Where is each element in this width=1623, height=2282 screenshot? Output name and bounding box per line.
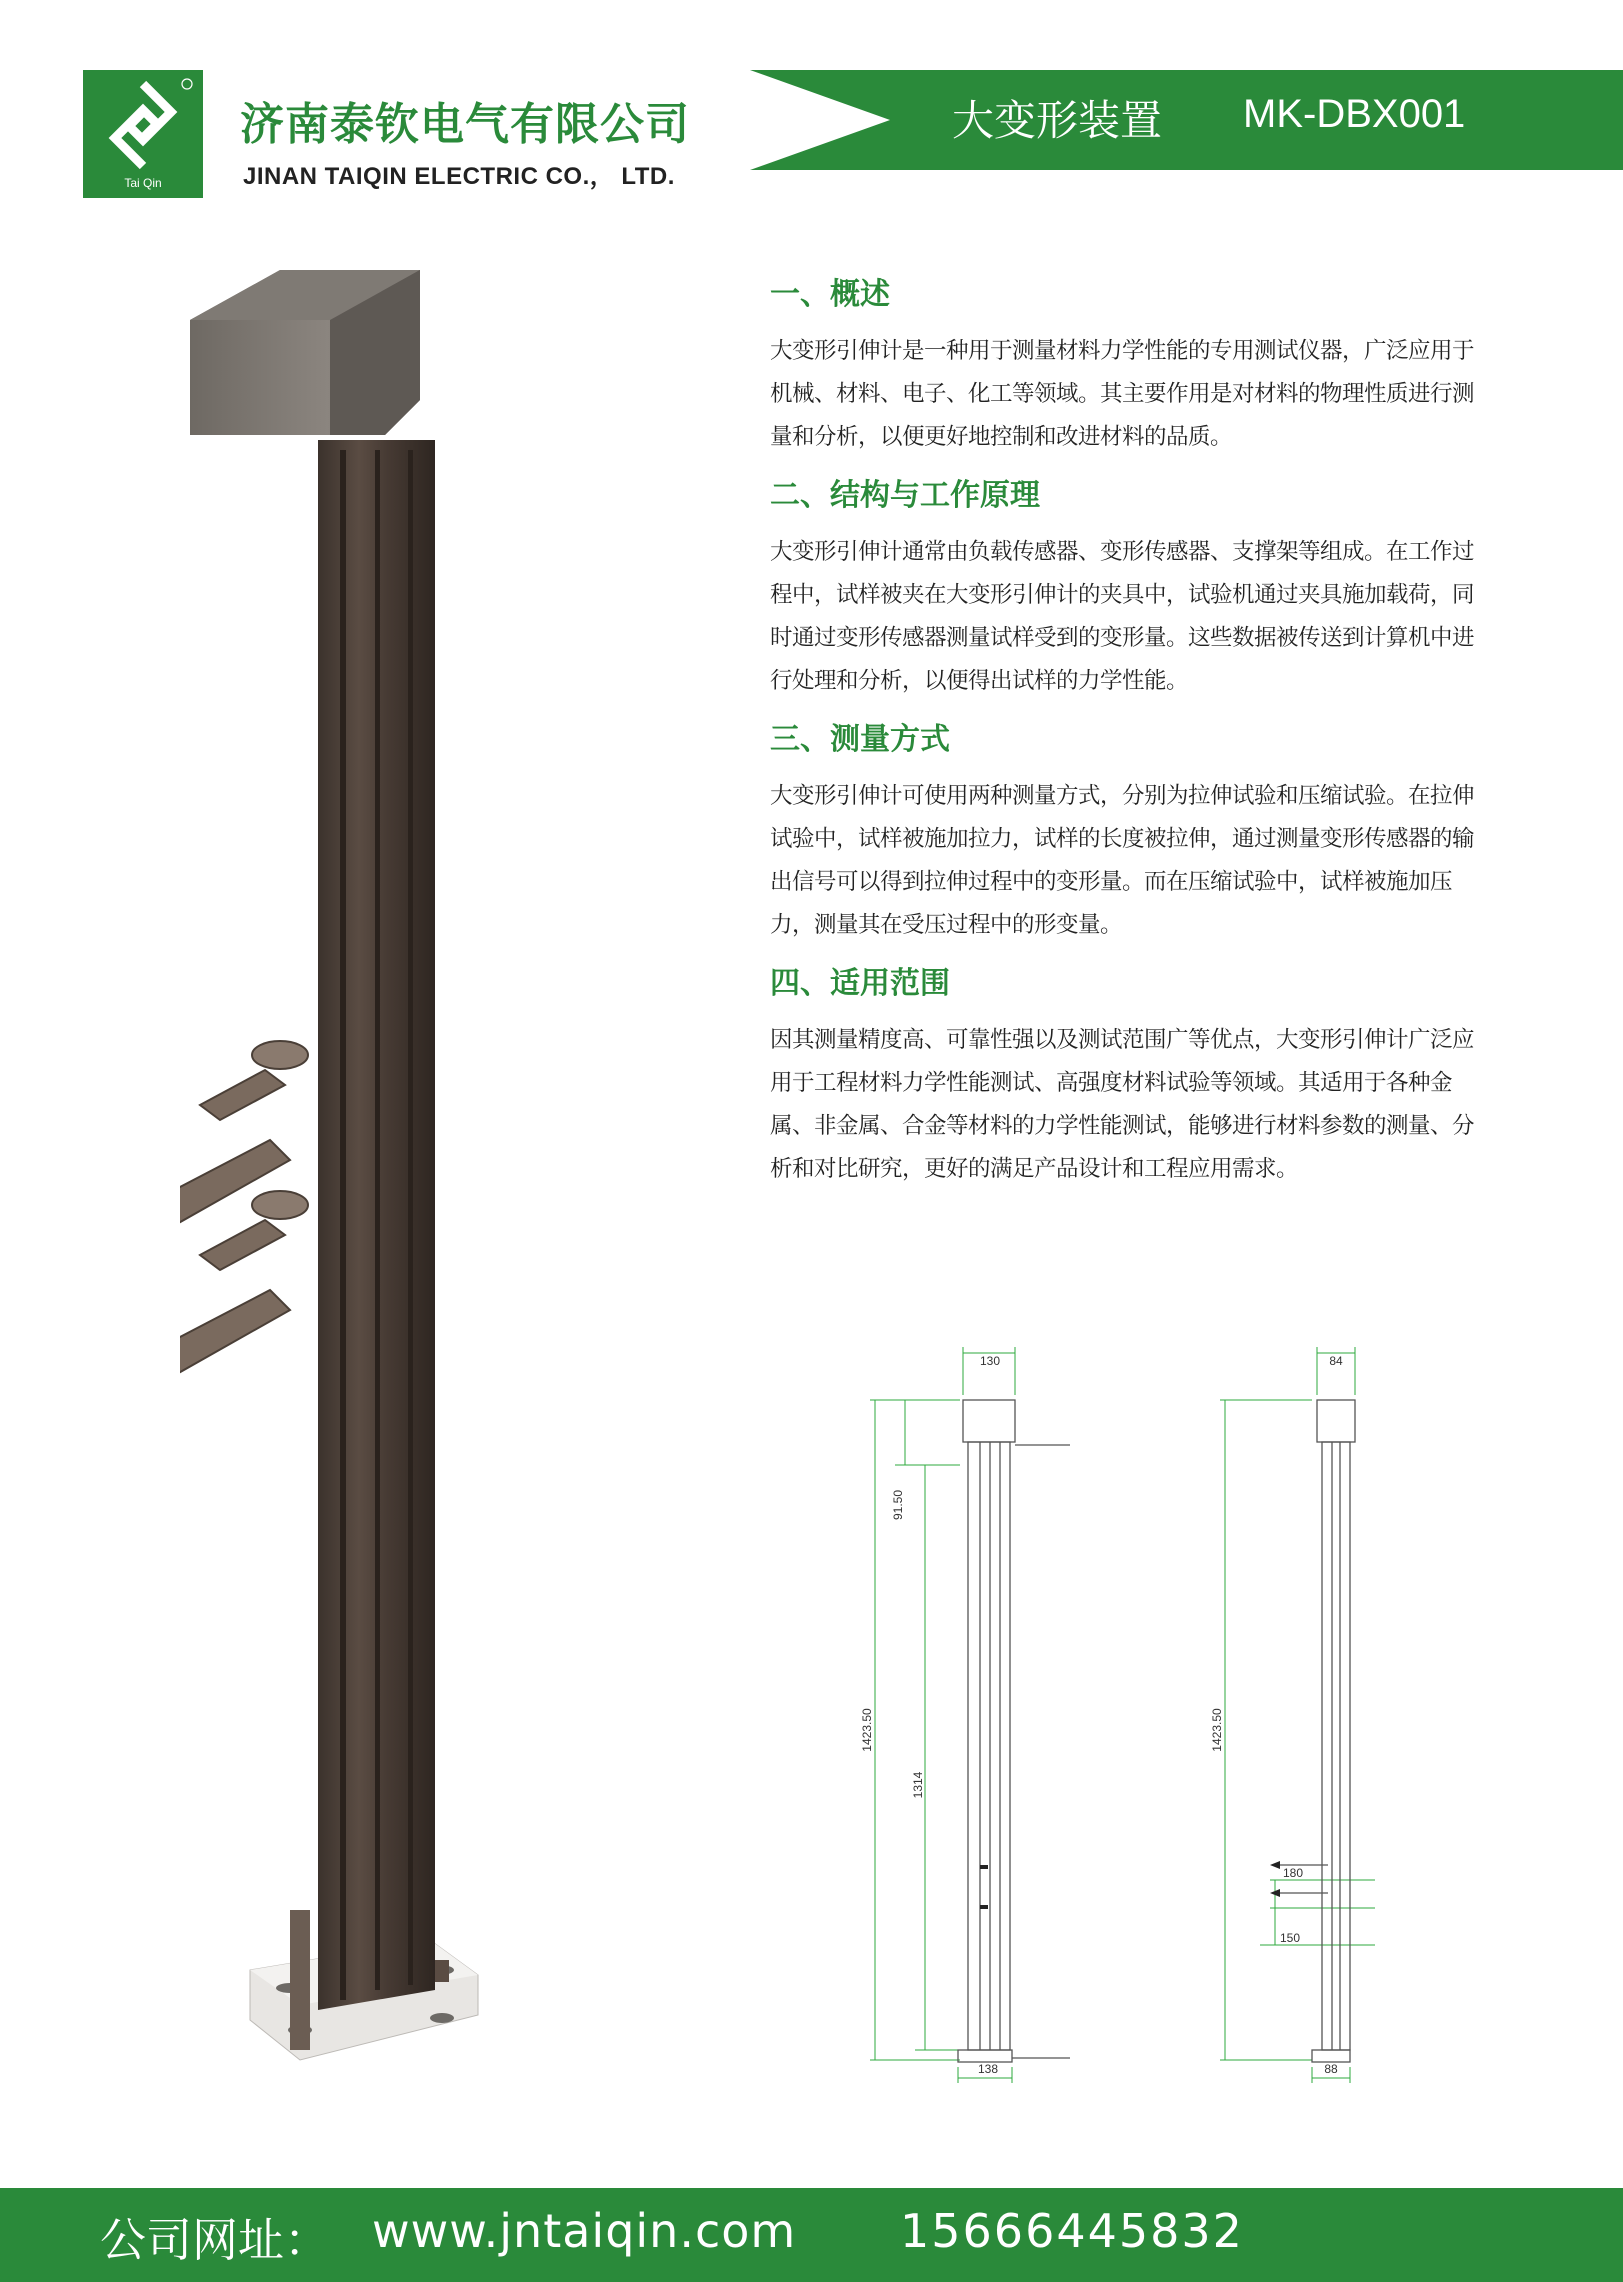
section-overview <box>770 270 1490 459</box>
company-logo <box>83 70 203 198</box>
footer-bar <box>0 2188 1623 2282</box>
side-view-drawing <box>1200 1345 1420 2085</box>
dim-base-width: 138 <box>977 2062 999 2076</box>
section-structure <box>770 471 1490 703</box>
product-render-image <box>180 270 510 2090</box>
section-measurement <box>770 715 1490 947</box>
product-model: MK-DBX001 <box>1243 92 1466 136</box>
section-body: 大变形引伸计可使用两种测量方式，分别为拉伸试验和压缩试验。在拉伸试验中，试样被施加拉力，试样的长度被拉伸，通过测量变形传感器的输出信号可以得到拉伸过程中的变形量。而在压缩试验中，试样被施加压力，测量其在受压过程中的形变量。 <box>770 783 1475 938</box>
section-title: 一、概述 <box>770 277 890 312</box>
dim-base-width: 88 <box>1324 2062 1338 2076</box>
product-title: 大变形装置 <box>952 96 1163 145</box>
section-title: 四、适用范围 <box>770 966 950 1001</box>
website-link[interactable]: www.jntaiqin.com <box>372 2204 797 2258</box>
dim-top-width: 130 <box>979 1354 1001 1368</box>
front-view-drawing <box>850 1345 1100 2085</box>
logo-text: Tai Qin <box>124 176 162 190</box>
dim-top-width: 84 <box>1329 1354 1343 1368</box>
dim-total: 1423.50 <box>1210 1708 1224 1752</box>
phone-number: 15666445832 <box>900 2204 1244 2258</box>
section-body: 大变形引伸计通常由负载传感器、变形传感器、支撑架等组成。在工作过程中，试样被夹在大变形引伸计的夹具中，试验机通过夹具施加载荷，同时通过变形传感器测量试样受到的变形量。这些数据被传送到计算机中进行处理和分析，以便得出试样的力学性能。 <box>770 539 1475 694</box>
dim-total: 1423.50 <box>860 1708 874 1752</box>
title-banner <box>750 70 1623 170</box>
section-body: 大变形引伸计是一种用于测量材料力学性能的专用测试仪器，广泛应用于机械、材料、电子、化工等领域。其主要作用是对材料的物理性质进行测量和分析，以便更好地控制和改进材料的品质。 <box>770 338 1475 450</box>
company-name-en: JINAN TAIQIN ELECTRIC CO.， LTD. <box>243 163 675 190</box>
company-name-cn: 济南泰钦电气有限公司 <box>240 99 690 150</box>
section-body: 因其测量精度高、可靠性强以及测试范围广等优点，大变形引伸计广泛应用于工程材料力学性能测试、高强度材料试验等领域。其适用于各种金属、非金属、合金等材料的力学性能测试，能够进行材料参数的测量、分析和对比研究，更好的满足产品设计和工程应用需求。 <box>770 1027 1475 1182</box>
website-label: 公司网址： <box>100 2213 330 2267</box>
section-application <box>770 959 1490 1191</box>
description-content <box>770 270 1490 1203</box>
dim-head: 91.50 <box>891 1489 905 1521</box>
section-title: 二、结构与工作原理 <box>770 478 1040 513</box>
dim-arm-upper: 180 <box>1282 1866 1304 1880</box>
dim-travel: 1314 <box>911 1771 925 1799</box>
section-title: 三、测量方式 <box>770 722 950 757</box>
dim-arm-lower: 150 <box>1279 1931 1301 1945</box>
